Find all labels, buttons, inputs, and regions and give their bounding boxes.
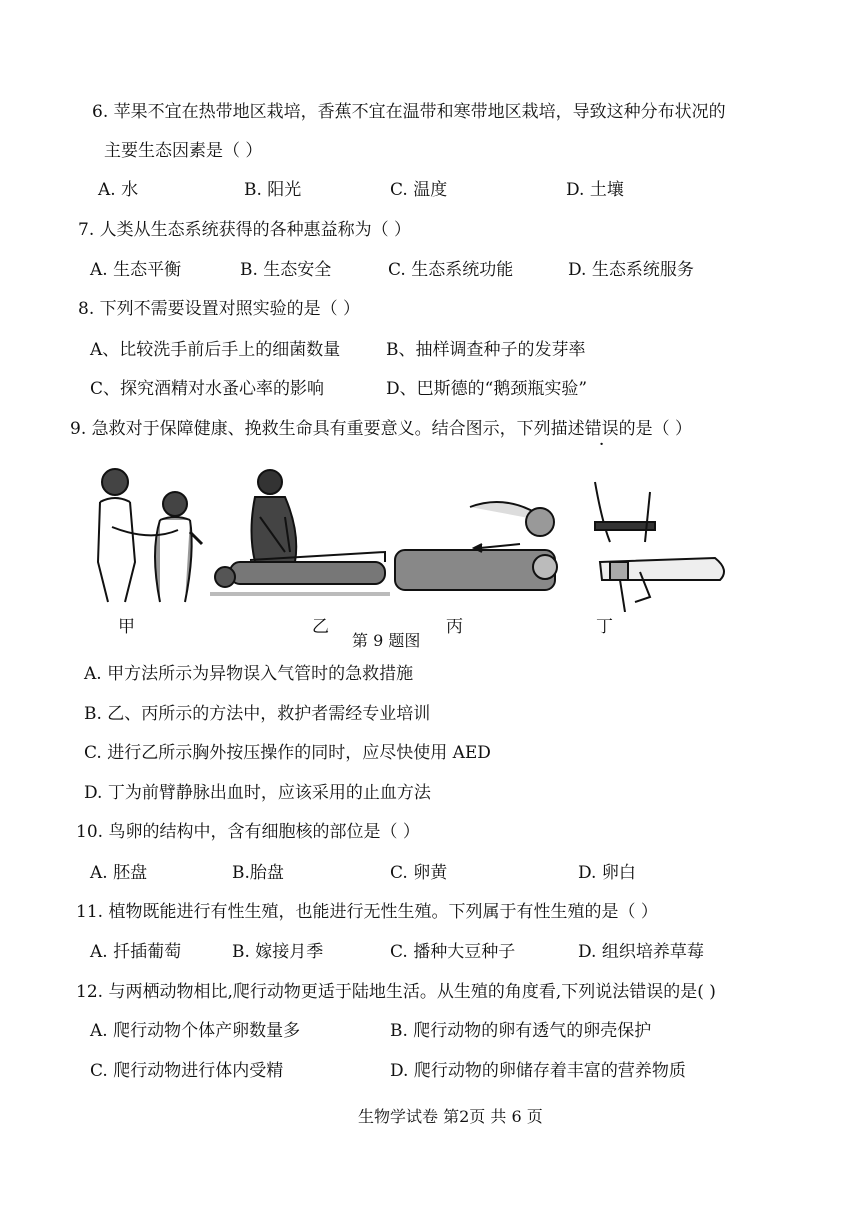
q8-option-d: D、巴斯德的“鹅颈瓶实验” [386, 379, 588, 399]
q6-stem-line1: 6. 苹果不宜在热带地区栽培，香蕉不宜在温带和寒带地区栽培，导致这种分布状况的 [92, 102, 726, 122]
q10-option-d: D. 卵白 [578, 863, 636, 883]
rescue-breathing-illustration [395, 502, 557, 590]
q9-option-d: D. 丁为前臂静脉出血时，应该采用的止血方法 [84, 783, 431, 803]
q8-option-a: A、比较洗手前后手上的细菌数量 [90, 340, 341, 360]
figure-label-yi: 乙 [312, 617, 329, 637]
q6-option-d: D. 土壤 [566, 180, 624, 200]
tourniquet-illustration [595, 482, 724, 612]
q6-stem-line2: 主要生态因素是（ ） [104, 141, 263, 161]
q6-option-c: C. 温度 [390, 180, 448, 200]
q7-option-a: A. 生态平衡 [90, 260, 182, 280]
q10-stem: 10. 鸟卵的结构中，含有细胞核的部位是（ ） [76, 822, 420, 842]
q6-option-a: A. 水 [98, 180, 139, 200]
q10-option-a: A. 胚盘 [90, 863, 148, 883]
q11-option-b: B. 嫁接月季 [232, 942, 324, 962]
q10-option-c: C. 卵黄 [390, 863, 448, 883]
q6-option-b: B. 阳光 [244, 180, 302, 200]
q12-option-b: B. 爬行动物的卵有透气的卵壳保护 [390, 1021, 652, 1041]
figure-caption: 第 9 题图 [352, 631, 421, 650]
q8-option-c: C、探究酒精对水蚤心率的影响 [90, 379, 325, 399]
q9-stem: 9. 急救对于保障健康、挽救生命具有重要意义。结合图示，下列描述错误的是（ ） [70, 419, 693, 439]
figure-label-ding: 丁 [596, 617, 613, 637]
q7-option-b: B. 生态安全 [240, 260, 332, 280]
page-footer: 生物学试卷 第2页 共 6 页 [358, 1107, 543, 1126]
cpr-illustration [210, 470, 390, 596]
q11-option-d: D. 组织培养草莓 [578, 942, 704, 962]
q9-option-a: A. 甲方法所示为异物误入气管时的急救措施 [84, 664, 414, 684]
q12-option-c: C. 爬行动物进行体内受精 [90, 1061, 284, 1081]
q9-emphasis: 错误 [584, 419, 619, 439]
q11-stem: 11. 植物既能进行有性生殖，也能进行无性生殖。下列属于有性生殖的是（ ） [76, 902, 658, 922]
q12-option-a: A. 爬行动物个体产卵数量多 [90, 1021, 301, 1041]
q7-option-c: C. 生态系统功能 [388, 260, 514, 280]
q8-stem: 8. 下列不需要设置对照实验的是（ ） [78, 299, 361, 319]
q9-option-b: B. 乙、丙所示的方法中，救护者需经专业培训 [84, 704, 431, 724]
q8-option-b: B、抽样调查种子的发芽率 [386, 340, 586, 360]
q7-stem: 7. 人类从生态系统获得的各种惠益称为（ ） [78, 220, 412, 240]
q12-stem: 12. 与两栖动物相比,爬行动物更适于陆地生活。从生殖的角度看,下列说法错误的是( ) [76, 982, 716, 1002]
first-aid-figure [90, 462, 740, 612]
q11-option-a: A. 扦插葡萄 [90, 942, 182, 962]
figure-label-jia: 甲 [118, 617, 135, 637]
q9-option-c: C. 进行乙所示胸外按压操作的同时，应尽快使用 AED [84, 743, 491, 763]
heimlich-illustration [98, 469, 202, 602]
q12-option-d: D. 爬行动物的卵储存着丰富的营养物质 [390, 1061, 686, 1081]
figure-label-bing: 丙 [446, 617, 463, 637]
q7-option-d: D. 生态系统服务 [568, 260, 694, 280]
q10-option-b: B.胎盘 [232, 863, 284, 883]
q11-option-c: C. 播种大豆种子 [390, 942, 516, 962]
